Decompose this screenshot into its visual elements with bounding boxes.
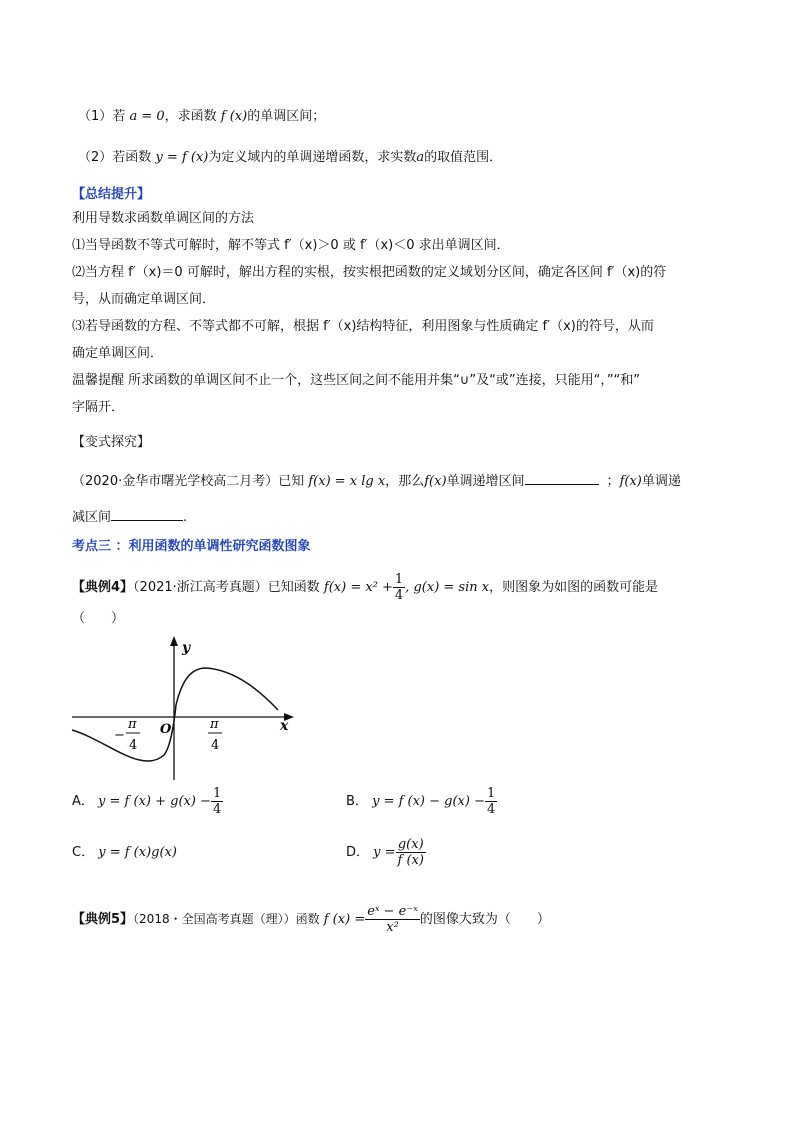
variable-math: a: [416, 150, 425, 165]
summary-line-3a: ⑶若导函数的方程、不等式都不可解，根据 f′（x)结构特征，利用图象与性质确定 f′（x)的符号，从而: [72, 319, 654, 334]
fraction-one-quarter: $\frac{1}{4}$: [394, 572, 404, 603]
variant-question: （2020·金华市曙光学校高二月考）已知 f(x) = x lg x，那么f(x)单调递增区间 ；f(x)单调递: [72, 471, 681, 491]
summary-title: 利用导数求函数单调区间的方法: [72, 211, 255, 226]
part-number: （1）: [78, 109, 113, 124]
tick-label-neg-four: 4: [129, 738, 138, 753]
tick-label-pos-pi: π: [210, 717, 219, 732]
tick-label-pos-four: 4: [211, 738, 220, 753]
option-b[interactable]: B． y = f (x) − g(x) − $\frac{1}{4}$: [346, 786, 496, 817]
function-curve: [72, 668, 278, 761]
origin-label: O: [160, 722, 172, 737]
summary-line-2a: ⑵当方程 f′（x)＝0 可解时，解出方程的实根，按实根把函数的定义域划分区间，确定各区间 f′（x)的符: [72, 265, 667, 280]
part-number: （2）: [78, 150, 113, 165]
function-math: y = f (x): [155, 150, 209, 165]
example-5-question: 【典例5】（2018・全国高考真题（理））函数 f (x) = $\frac{\text{eˣ − e⁻ˣ}}{\text{x²}}$ 的图像大致为（ ）: [72, 904, 550, 935]
function-graph: [66, 630, 306, 785]
x-axis-label: x: [280, 718, 289, 734]
option-d[interactable]: D． y = $\frac{g(x)}{f (x)}$: [346, 837, 424, 868]
summary-line-2b: 号，从而确定单调区间．: [72, 292, 216, 307]
variant-heading: 【变式探究】: [72, 435, 151, 450]
question-part-2: （2）若函数 y = f (x)为定义域内的单调递增函数，求实数a的取值范围．: [78, 150, 503, 165]
variant-formula: f(x) = x lg x: [308, 474, 386, 489]
y-axis-label: y: [182, 640, 191, 656]
summary-line-1: ⑴当导函数不等式可解时，解不等式 f′（x)＞0 或 f′（x)＜0 求出单调区间．: [72, 238, 510, 253]
function-math: f (x): [220, 109, 248, 124]
condition-math: a = 0: [129, 109, 165, 124]
summary-heading: 【总结提升】: [72, 187, 151, 202]
summary-line-4a: 温馨提醒 所求函数的单调区间不止一个，这些区间之间不能用并集“∪”及“或”连接，只能用“，”“和”: [72, 373, 641, 388]
summary-line-3b: 确定单调区间．: [72, 346, 164, 361]
option-c[interactable]: C． y = f (x)g(x): [72, 845, 177, 860]
answer-parentheses: （ ）: [72, 611, 125, 626]
example-4-question: 【典例4】（2021·浙江高考真题）已知函数 f(x) = x² + $\frac{1}{4}$ , g(x) = sin x，则图象为如图的函数可能是: [72, 572, 659, 603]
tick-label-neg-pi: π: [128, 717, 137, 732]
point-three-heading: 考点三 ：利用函数的单调性研究函数图象: [72, 539, 311, 554]
exponential-fraction: $\frac{\text{eˣ − e⁻ˣ}}{\text{x²}}$: [367, 904, 418, 935]
option-a[interactable]: A． y = f (x) + g(x) − $\frac{1}{4}$: [72, 786, 222, 817]
minus-sign: −: [114, 728, 125, 743]
variant-question-cont: 减区间 .: [72, 507, 187, 527]
y-axis-arrow: [170, 636, 178, 646]
answer-blank-increasing[interactable]: [525, 471, 599, 485]
question-part-1: （1）若 a = 0，求函数 f (x)的单调区间；: [78, 109, 326, 124]
summary-line-4b: 字隔开．: [72, 400, 125, 415]
answer-blank-decreasing[interactable]: [111, 507, 183, 521]
